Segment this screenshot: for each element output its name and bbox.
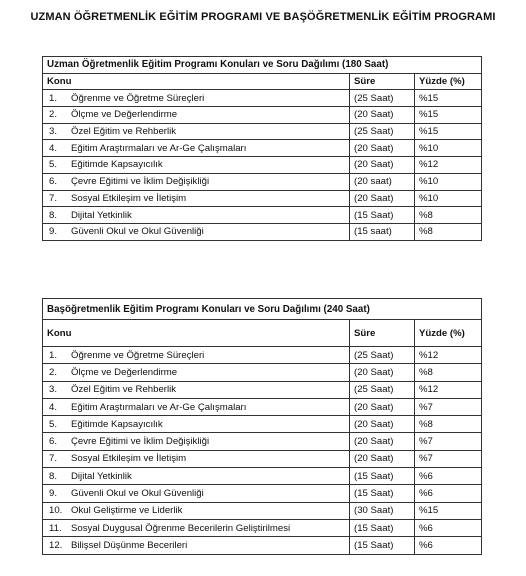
table-row <box>43 90 482 107</box>
duration-cell: (15 Saat) <box>350 468 415 485</box>
percent-cell: %6 <box>415 537 482 554</box>
table-row <box>43 140 482 157</box>
topic-name: Ölçme ve Değerlendirme <box>71 366 178 378</box>
uzman-ogretmenlik-table <box>42 56 482 241</box>
topic-number: 4. <box>49 401 58 413</box>
topic-name: Güvenli Okul ve Okul Güvenliği <box>71 226 204 238</box>
topic-cell <box>43 157 350 174</box>
topic-name: Dijital Yetkinlik <box>71 470 132 482</box>
topic-number: 8. <box>49 470 58 482</box>
topic-cell <box>43 90 350 107</box>
duration-cell: (15 Saat) <box>350 207 415 224</box>
table-body <box>43 299 482 555</box>
percent-cell: %12 <box>415 381 482 398</box>
topic-name: Çevre Eğitimi ve İklim Değişikliği <box>71 176 210 188</box>
percent-cell: %12 <box>415 347 482 364</box>
duration-cell: (15 Saat) <box>350 537 415 554</box>
duration-cell: (20 Saat) <box>350 107 415 124</box>
percent-cell: %10 <box>415 190 482 207</box>
topic-number: 8. <box>49 209 58 221</box>
topic-name: Sosyal Etkileşim ve İletişim <box>71 192 187 204</box>
column-header-duration: Süre <box>350 320 415 347</box>
topic-name: Eğitim Araştırmaları ve Ar-Ge Çalışmaları <box>71 142 247 154</box>
percent-cell: %10 <box>415 173 482 190</box>
duration-cell: (25 Saat) <box>350 347 415 364</box>
topic-number: 10. <box>49 505 63 517</box>
topic-name: Sosyal Duygusal Öğrenme Becerilerin Geliştirilmesi <box>71 522 291 534</box>
table-row <box>43 347 482 364</box>
percent-cell: %12 <box>415 157 482 174</box>
duration-cell: (20 Saat) <box>350 190 415 207</box>
percent-cell: %15 <box>415 107 482 124</box>
table-caption-row <box>43 299 482 320</box>
table-row <box>43 537 482 554</box>
table-row <box>43 468 482 485</box>
table-caption-row <box>43 57 482 74</box>
duration-cell: (15 Saat) <box>350 485 415 502</box>
topic-cell <box>43 347 350 364</box>
topic-number: 5. <box>49 159 58 171</box>
topic-number: 9. <box>49 488 58 500</box>
table-row <box>43 485 482 502</box>
topic-cell <box>43 190 350 207</box>
topic-number: 6. <box>49 176 58 188</box>
topic-cell <box>43 140 350 157</box>
topic-cell <box>43 123 350 140</box>
duration-cell: (25 Saat) <box>350 90 415 107</box>
topic-number: 9. <box>49 226 58 238</box>
topic-number: 5. <box>49 418 58 430</box>
duration-cell: (15 Saat) <box>350 519 415 536</box>
topic-number: 3. <box>49 126 58 138</box>
table-row <box>43 502 482 519</box>
topic-name: Özel Eğitim ve Rehberlik <box>71 126 177 138</box>
duration-cell: (25 Saat) <box>350 381 415 398</box>
topic-number: 2. <box>49 366 58 378</box>
document-title: UZMAN ÖĞRETMENLİK EĞİTİM PROGRAMI VE BAŞÖĞRETMENLİK EĞİTİM PROGRAMI <box>30 11 496 23</box>
percent-cell: %8 <box>415 364 482 381</box>
topic-name: Çevre Eğitimi ve İklim Değişikliği <box>71 436 210 448</box>
duration-cell: (20 Saat) <box>350 364 415 381</box>
table-row <box>43 157 482 174</box>
duration-cell: (20 Saat) <box>350 433 415 450</box>
topic-name: Öğrenme ve Öğretme Süreçleri <box>71 349 205 361</box>
topic-cell <box>43 381 350 398</box>
topic-cell <box>43 537 350 554</box>
duration-cell: (20 Saat) <box>350 416 415 433</box>
percent-cell: %7 <box>415 433 482 450</box>
table-row <box>43 173 482 190</box>
topic-number: 6. <box>49 436 58 448</box>
topic-number: 4. <box>49 142 58 154</box>
percent-cell: %6 <box>415 519 482 536</box>
duration-cell: (25 Saat) <box>350 123 415 140</box>
percent-cell: %7 <box>415 398 482 415</box>
table-body <box>43 57 482 241</box>
topic-name: Bilişsel Düşünme Becerileri <box>71 539 188 551</box>
table-row <box>43 519 482 536</box>
topic-cell <box>43 433 350 450</box>
column-header-duration: Süre <box>350 73 415 90</box>
duration-cell: (20 Saat) <box>350 140 415 157</box>
topic-number: 7. <box>49 453 58 465</box>
topic-cell <box>43 502 350 519</box>
topic-name: Okul Geliştirme ve Liderlik <box>71 505 183 517</box>
percent-cell: %15 <box>415 502 482 519</box>
column-header-topic: Konu <box>43 73 350 90</box>
table-row <box>43 207 482 224</box>
duration-cell: (20 saat) <box>350 173 415 190</box>
topic-cell <box>43 398 350 415</box>
topic-cell <box>43 485 350 502</box>
topic-number: 1. <box>49 92 58 104</box>
table-row <box>43 398 482 415</box>
topic-cell <box>43 107 350 124</box>
percent-cell: %8 <box>415 223 482 240</box>
percent-cell: %8 <box>415 416 482 433</box>
topic-name: Güvenli Okul ve Okul Güvenliği <box>71 488 204 500</box>
percent-cell: %15 <box>415 123 482 140</box>
duration-cell: (20 Saat) <box>350 157 415 174</box>
topic-cell <box>43 223 350 240</box>
table-row <box>43 364 482 381</box>
topic-name: Dijital Yetkinlik <box>71 209 132 221</box>
topic-name: Eğitimde Kapsayıcılık <box>71 159 163 171</box>
table-header-row <box>43 73 482 90</box>
topic-number: 1. <box>49 349 58 361</box>
table-row <box>43 107 482 124</box>
topic-name: Eğitim Araştırmaları ve Ar-Ge Çalışmaları <box>71 401 247 413</box>
column-header-percent: Yüzde (%) <box>415 320 482 347</box>
table-row <box>43 223 482 240</box>
table-caption: Başöğretmenlik Eğitim Programı Konuları ve Soru Dağılımı (240 Saat) <box>43 299 482 320</box>
duration-cell: (30 Saat) <box>350 502 415 519</box>
topic-cell <box>43 364 350 381</box>
table-row <box>43 433 482 450</box>
table-row <box>43 416 482 433</box>
column-header-topic: Konu <box>43 320 350 347</box>
duration-cell: (20 Saat) <box>350 398 415 415</box>
basogretmenlik-table <box>42 298 482 555</box>
topic-name: Öğrenme ve Öğretme Süreçleri <box>71 92 205 104</box>
duration-cell: (20 Saat) <box>350 450 415 467</box>
table-header-row <box>43 320 482 347</box>
topic-cell <box>43 207 350 224</box>
topic-number: 2. <box>49 109 58 121</box>
topic-number: 3. <box>49 384 58 396</box>
topic-name: Özel Eğitim ve Rehberlik <box>71 384 177 396</box>
topic-name: Ölçme ve Değerlendirme <box>71 109 178 121</box>
percent-cell: %15 <box>415 90 482 107</box>
table-caption: Uzman Öğretmenlik Eğitim Programı Konuları ve Soru Dağılımı (180 Saat) <box>43 57 482 74</box>
percent-cell: %6 <box>415 485 482 502</box>
table-row <box>43 381 482 398</box>
duration-cell: (15 saat) <box>350 223 415 240</box>
topic-name: Sosyal Etkileşim ve İletişim <box>71 453 187 465</box>
percent-cell: %8 <box>415 207 482 224</box>
topic-cell <box>43 450 350 467</box>
percent-cell: %6 <box>415 468 482 485</box>
table-row <box>43 190 482 207</box>
topic-cell <box>43 519 350 536</box>
topic-cell <box>43 468 350 485</box>
table-row <box>43 450 482 467</box>
topic-cell <box>43 416 350 433</box>
column-header-percent: Yüzde (%) <box>415 73 482 90</box>
table-row <box>43 123 482 140</box>
percent-cell: %7 <box>415 450 482 467</box>
topic-name: Eğitimde Kapsayıcılık <box>71 418 163 430</box>
topic-cell <box>43 173 350 190</box>
percent-cell: %10 <box>415 140 482 157</box>
topic-number: 12. <box>49 539 63 551</box>
topic-number: 11. <box>49 522 62 534</box>
topic-number: 7. <box>49 192 58 204</box>
